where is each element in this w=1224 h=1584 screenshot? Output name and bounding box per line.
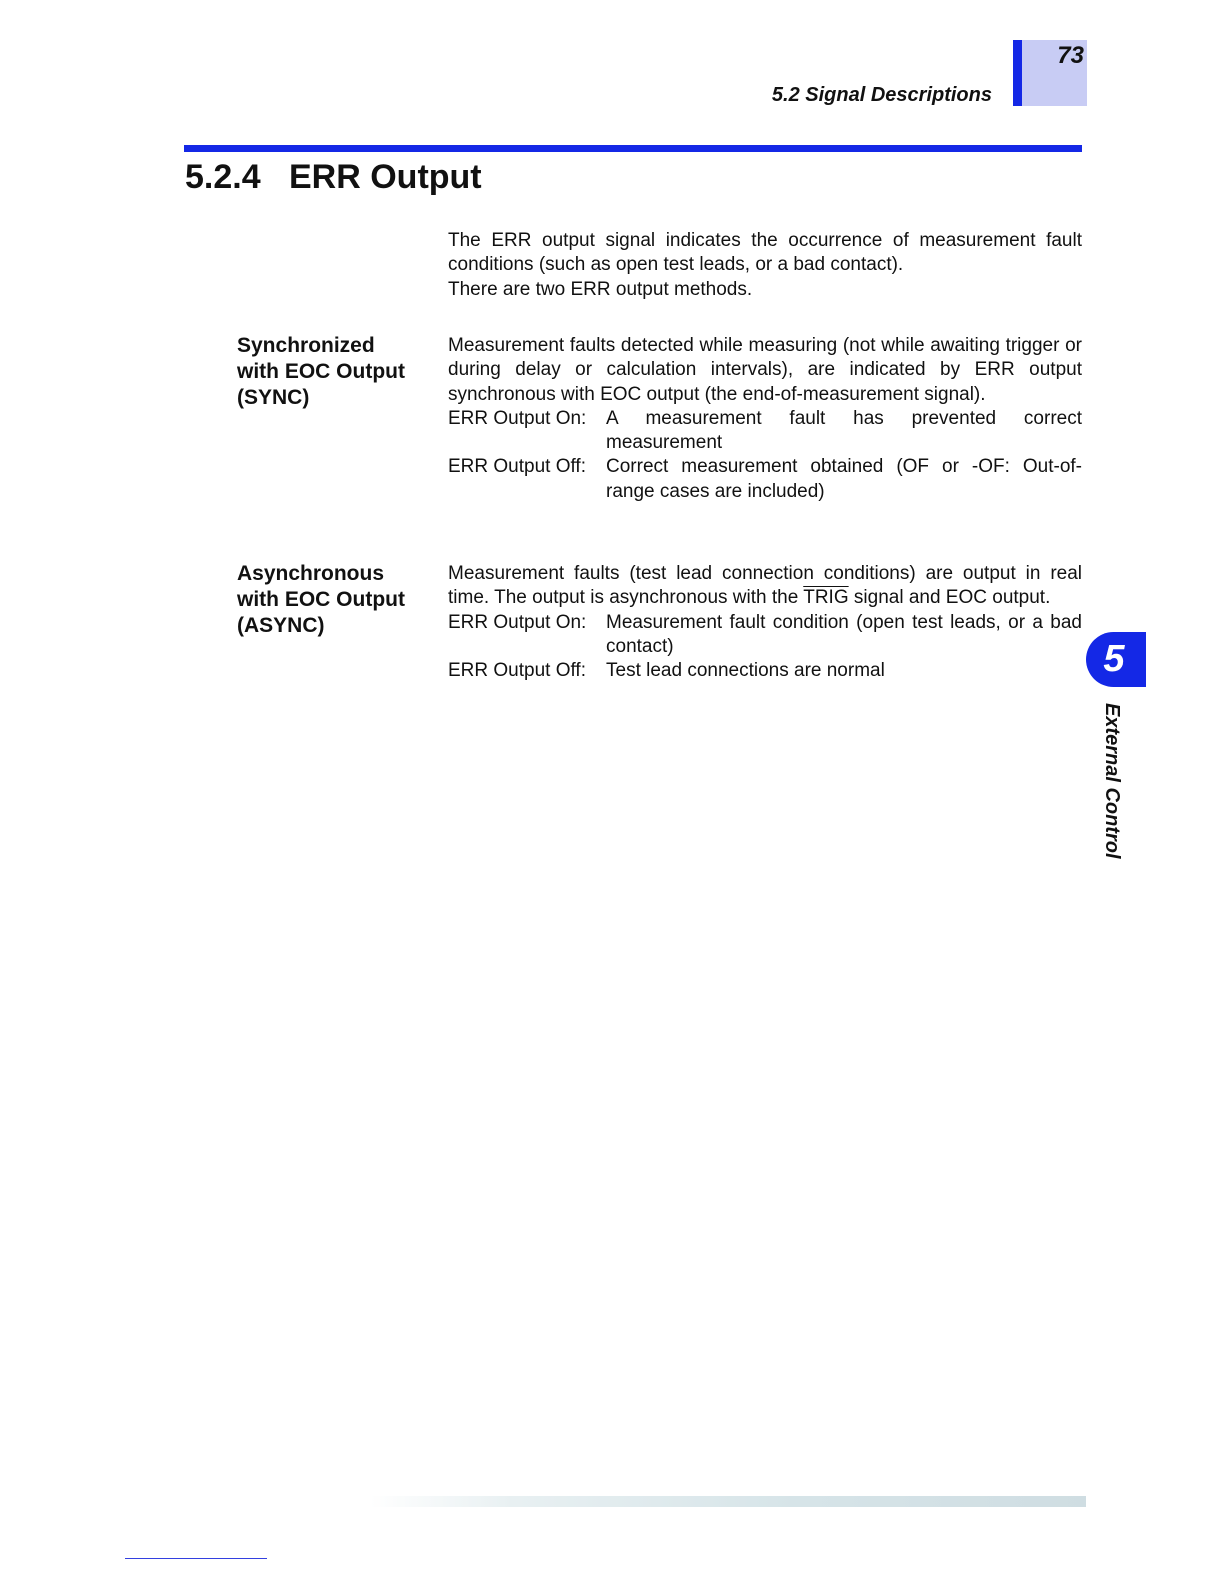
chapter-number: 5 xyxy=(1103,638,1125,680)
sync-on-desc: A measurement fault has prevented correct measurement xyxy=(606,407,1082,454)
footer-decoration-bar xyxy=(370,1496,1086,1507)
sync-on-row xyxy=(448,407,1082,456)
sync-off-desc: Correct measurement obtained (OF or -OF: Out-of-range cases are included) xyxy=(606,456,1082,502)
sync-label-line: with EOC Output xyxy=(237,360,405,383)
running-head: 5.2 Signal Descriptions xyxy=(771,84,992,106)
section-number: 5.2.4 xyxy=(185,158,261,196)
sync-label-line: Synchronized xyxy=(237,334,375,357)
sync-label-line: (SYNC) xyxy=(237,386,310,409)
title-rule xyxy=(184,145,1082,152)
async-on-row xyxy=(448,611,1082,660)
trig-signal-name: TRIG xyxy=(803,587,849,609)
async-off-desc: Test lead connections are normal xyxy=(606,660,885,682)
sync-side-label xyxy=(237,333,437,411)
chapter-name: External Control xyxy=(1101,703,1123,859)
async-label-line: (ASYNC) xyxy=(237,614,325,637)
async-label-line: Asynchronous xyxy=(237,562,385,585)
section-heading xyxy=(185,158,482,197)
async-on-desc: Measurement fault condition (open test leads, or a bad contact) xyxy=(606,611,1082,657)
intro-block xyxy=(448,229,1082,302)
async-description xyxy=(448,562,1082,683)
sync-paragraph: Measurement faults detected while measuring (not while awaiting trigger or during delay or calculation intervals), are indicated by ERR output synchronous with EOC output (the end-of-measurement signal). xyxy=(448,335,1082,405)
sync-on-term: ERR Output On: xyxy=(448,407,587,429)
page-number: 73 xyxy=(1057,42,1084,69)
async-paragraph-start: Measurement faults (test lead connection conditions) are output in real time. The output is asynchronous with the xyxy=(448,563,1082,609)
sync-off-term: ERR Output Off: xyxy=(448,456,586,478)
async-side-label xyxy=(237,561,437,639)
async-paragraph xyxy=(448,562,1082,611)
async-paragraph-end: signal and EOC output. xyxy=(848,587,1051,609)
async-on-term: ERR Output On: xyxy=(448,611,587,633)
sync-description xyxy=(448,334,1082,504)
section-title: ERR Output xyxy=(289,158,482,196)
async-label-line: with EOC Output xyxy=(237,588,405,611)
async-off-row xyxy=(448,659,1082,683)
footer-line xyxy=(125,1558,267,1559)
async-off-term: ERR Output Off: xyxy=(448,660,586,682)
sync-off-row xyxy=(448,455,1082,504)
page-tab-accent-bar xyxy=(1013,40,1022,106)
intro-note: There are two ERR output methods. xyxy=(448,278,753,300)
intro-paragraph: The ERR output signal indicates the occurrence of measurement fault conditions (such as open test leads, or a bad contact). xyxy=(448,230,1082,276)
